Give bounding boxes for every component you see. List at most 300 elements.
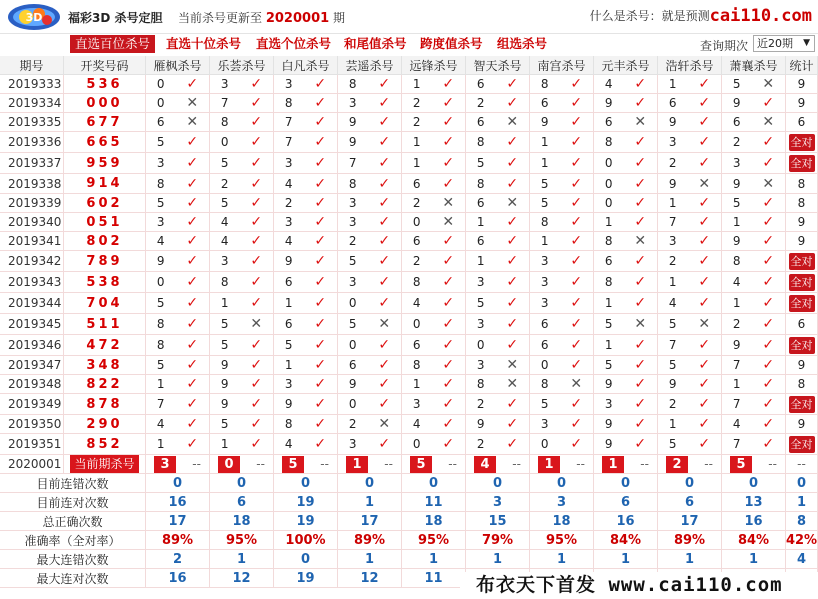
kill-cell xyxy=(594,213,658,232)
cross-icon: ✕ xyxy=(506,357,519,373)
kill-number: 9 xyxy=(540,115,549,129)
kill-cell xyxy=(274,394,338,415)
summary-value: 89% xyxy=(338,531,402,550)
kill-number: 5 xyxy=(156,296,165,310)
kill-cell xyxy=(722,394,786,415)
kill-cell xyxy=(466,251,530,272)
check-icon: ✓ xyxy=(570,134,583,150)
cross-icon: ✕ xyxy=(378,316,391,332)
stat-cell xyxy=(786,232,818,251)
kill-cell xyxy=(466,356,530,375)
kill-number: 9 xyxy=(732,234,741,248)
check-icon: ✓ xyxy=(186,337,199,353)
kill-cell xyxy=(274,356,338,375)
update-period: 2020001 xyxy=(265,11,330,26)
kill-cell xyxy=(658,314,722,335)
kill-cell xyxy=(530,356,594,375)
nav-tab-3[interactable]: 直选个位杀号 xyxy=(256,36,332,51)
check-icon: ✓ xyxy=(762,316,775,332)
kill-cell xyxy=(466,174,530,194)
kill-number: 0 xyxy=(156,96,165,110)
table-row xyxy=(0,153,818,174)
kill-number: 5 xyxy=(476,156,485,170)
kill-number: 8 xyxy=(156,317,165,331)
summary-value: 0 xyxy=(338,474,402,493)
check-icon: ✓ xyxy=(506,337,519,353)
table-row xyxy=(0,356,818,375)
summary-value: 12 xyxy=(210,569,274,588)
table-row xyxy=(0,213,818,232)
summary-row xyxy=(0,493,818,512)
kill-cell xyxy=(274,213,338,232)
kill-number: 2 xyxy=(412,96,421,110)
kill-number: 2 xyxy=(412,115,421,129)
correct-count: 9 xyxy=(797,358,806,372)
kill-cell xyxy=(722,153,786,174)
kill-cell xyxy=(338,153,402,174)
kill-cell xyxy=(402,394,466,415)
kill-number: 7 xyxy=(348,156,357,170)
table-row xyxy=(0,94,818,113)
all-correct-badge: 全对 xyxy=(790,437,813,451)
kill-cell xyxy=(594,132,658,153)
kill-number: 7 xyxy=(732,437,741,451)
current-kill-number: 4 xyxy=(474,456,496,473)
check-icon: ✓ xyxy=(762,416,775,432)
kill-number: 8 xyxy=(732,254,741,268)
kill-number: 4 xyxy=(732,275,741,289)
check-icon: ✓ xyxy=(250,376,263,392)
draw-number-cell: 000 xyxy=(64,94,146,113)
table-row xyxy=(0,293,818,314)
draw-number-cell: 914 xyxy=(64,174,146,194)
period-cell: 2019333 xyxy=(0,75,64,94)
check-icon: ✓ xyxy=(186,175,199,192)
kill-number: 6 xyxy=(476,115,485,129)
kill-number: 5 xyxy=(348,254,357,268)
logo xyxy=(6,2,62,32)
kill-cell xyxy=(530,375,594,394)
kill-cell xyxy=(402,174,466,194)
check-icon: ✓ xyxy=(698,155,711,171)
check-icon: ✓ xyxy=(634,214,647,230)
kill-cell xyxy=(658,293,722,314)
kill-cell xyxy=(402,94,466,113)
kill-number: 9 xyxy=(604,417,613,431)
check-icon: ✓ xyxy=(762,357,775,373)
check-icon: ✓ xyxy=(442,175,455,192)
kill-number: 8 xyxy=(220,115,229,129)
current-kill-cell xyxy=(274,455,338,474)
kill-number: 3 xyxy=(348,275,357,289)
kill-number: 7 xyxy=(284,135,293,149)
all-correct-badge: 全对 xyxy=(790,397,813,411)
site-link[interactable]: cai110.com xyxy=(709,6,812,26)
nav-tab-4[interactable]: 和尾值杀号 xyxy=(344,36,407,51)
kill-cell xyxy=(210,174,274,194)
table-row xyxy=(0,415,818,434)
summary-row xyxy=(0,531,818,550)
period-cell: 2019339 xyxy=(0,194,64,213)
summary-value: 0 xyxy=(146,474,210,493)
kill-cell xyxy=(658,213,722,232)
kill-number: 4 xyxy=(412,296,421,310)
check-icon: ✓ xyxy=(570,195,583,211)
check-icon: ✓ xyxy=(442,76,455,92)
summary-value: 95% xyxy=(530,531,594,550)
kill-cell xyxy=(530,132,594,153)
kill-cell xyxy=(210,314,274,335)
kill-number: 4 xyxy=(412,417,421,431)
check-icon: ✓ xyxy=(250,253,263,269)
stat-cell xyxy=(786,335,818,356)
kill-cell xyxy=(466,94,530,113)
dropdown-arrow-icon: ▼ xyxy=(803,38,810,48)
kill-number: 5 xyxy=(604,317,613,331)
kill-cell xyxy=(594,394,658,415)
stat-cell xyxy=(786,434,818,455)
kill-cell xyxy=(530,394,594,415)
kill-number: 1 xyxy=(540,135,549,149)
kill-number: 1 xyxy=(476,254,485,268)
draw-number-cell: 511 xyxy=(64,314,146,335)
kill-cell xyxy=(274,415,338,434)
check-icon: ✓ xyxy=(250,357,263,373)
correct-count: 8 xyxy=(797,377,806,391)
kill-number: 3 xyxy=(220,254,229,268)
kill-number: 0 xyxy=(604,176,613,191)
kill-cell xyxy=(274,75,338,94)
kill-cell xyxy=(210,113,274,132)
kill-cell xyxy=(594,194,658,213)
kill-number: 1 xyxy=(220,437,229,451)
kill-cell xyxy=(338,415,402,434)
draw-number-cell: 665 xyxy=(64,132,146,153)
kill-number: 3 xyxy=(284,215,293,229)
kill-cell xyxy=(146,434,210,455)
cross-icon: ✕ xyxy=(634,316,647,332)
kill-number: 1 xyxy=(540,234,549,248)
kill-number: 0 xyxy=(348,296,357,310)
kill-cell xyxy=(722,132,786,153)
kill-cell xyxy=(466,375,530,394)
check-icon: ✓ xyxy=(570,396,583,412)
nav-tab-6[interactable]: 组选杀号 xyxy=(497,36,548,51)
check-icon: ✓ xyxy=(442,357,455,373)
kill-cell xyxy=(466,272,530,293)
kill-number: 8 xyxy=(476,377,485,391)
cross-icon: ✕ xyxy=(186,95,199,111)
kill-cell xyxy=(146,375,210,394)
kill-cell xyxy=(594,434,658,455)
kill-cell xyxy=(722,251,786,272)
nav-tab-1[interactable]: 直选百位杀号 xyxy=(70,35,155,53)
kill-number: 8 xyxy=(604,234,613,248)
current-kill-number: 5 xyxy=(410,456,432,473)
kill-number: 2 xyxy=(668,156,677,170)
draw-number-cell: 822 xyxy=(64,375,146,394)
kill-number: 1 xyxy=(412,135,421,149)
table-row xyxy=(0,174,818,194)
kill-table xyxy=(0,56,818,599)
draw-number-cell: 789 xyxy=(64,251,146,272)
kill-number: 1 xyxy=(156,377,165,391)
kill-number: 1 xyxy=(284,358,293,372)
check-icon: ✓ xyxy=(570,253,583,269)
kill-cell xyxy=(146,75,210,94)
nav-tab-2[interactable]: 直选十位杀号 xyxy=(166,36,242,51)
kill-cell xyxy=(210,132,274,153)
kill-number: 2 xyxy=(668,397,677,411)
check-icon: ✓ xyxy=(378,195,391,211)
kill-cell xyxy=(658,94,722,113)
check-icon: ✓ xyxy=(634,436,647,452)
kill-number: 0 xyxy=(156,275,165,289)
kill-cell xyxy=(274,251,338,272)
kill-number: 9 xyxy=(476,417,485,431)
kill-cell xyxy=(402,375,466,394)
column-header: 萧襄杀号 xyxy=(722,56,786,75)
check-icon: ✓ xyxy=(634,134,647,150)
kill-number: 6 xyxy=(156,115,165,129)
kill-cell xyxy=(210,75,274,94)
kill-cell xyxy=(338,434,402,455)
draw-number-cell: 852 xyxy=(64,434,146,455)
check-icon: ✓ xyxy=(314,134,327,150)
period-cell: 2019344 xyxy=(0,293,64,314)
check-icon: ✓ xyxy=(762,253,775,269)
update-status: 当前杀号更新至 2020001 期 xyxy=(178,11,346,26)
column-header: 统计 xyxy=(786,56,818,75)
kill-number: 1 xyxy=(604,215,613,229)
kill-cell xyxy=(402,113,466,132)
kill-cell xyxy=(210,232,274,251)
table-row xyxy=(0,335,818,356)
kill-number: 5 xyxy=(668,437,677,451)
stat-cell xyxy=(786,113,818,132)
placeholder-dash: -- xyxy=(797,457,806,471)
kill-number: 3 xyxy=(284,377,293,391)
kill-number: 1 xyxy=(732,296,741,310)
table-row xyxy=(0,375,818,394)
check-icon: ✓ xyxy=(506,316,519,332)
kill-cell xyxy=(466,293,530,314)
kill-number: 3 xyxy=(476,275,485,289)
check-icon: ✓ xyxy=(378,274,391,290)
correct-count: 6 xyxy=(797,115,806,129)
check-icon: ✓ xyxy=(314,253,327,269)
kill-number: 9 xyxy=(348,115,357,129)
kill-number: 1 xyxy=(604,338,613,352)
watermark-text: 布衣天下首发 www.cai110.com xyxy=(460,572,818,599)
check-icon: ✓ xyxy=(570,337,583,353)
cross-icon: ✕ xyxy=(506,376,519,392)
check-icon: ✓ xyxy=(762,396,775,412)
check-icon: ✓ xyxy=(570,114,583,130)
placeholder-dash: -- xyxy=(192,457,201,471)
kill-number: 5 xyxy=(156,196,165,210)
check-icon: ✓ xyxy=(698,114,711,130)
kill-cell xyxy=(530,434,594,455)
kill-number: 1 xyxy=(540,156,549,170)
kill-number: 6 xyxy=(540,338,549,352)
cross-icon: ✕ xyxy=(762,175,775,192)
summary-value: 18 xyxy=(530,512,594,531)
kill-cell xyxy=(402,194,466,213)
kill-number: 5 xyxy=(540,176,549,191)
kill-cell xyxy=(594,94,658,113)
check-icon: ✓ xyxy=(506,253,519,269)
period-cell: 2019350 xyxy=(0,415,64,434)
period-select[interactable]: 近20期 ▼ xyxy=(753,35,815,52)
check-icon: ✓ xyxy=(634,396,647,412)
period-cell: 2019343 xyxy=(0,272,64,293)
check-icon: ✓ xyxy=(186,274,199,290)
check-icon: ✓ xyxy=(442,233,455,249)
kill-number: 2 xyxy=(476,437,485,451)
correct-count: 9 xyxy=(797,96,806,110)
check-icon: ✓ xyxy=(314,337,327,353)
check-icon: ✓ xyxy=(250,295,263,311)
kill-number: 1 xyxy=(732,377,741,391)
kill-cell xyxy=(146,335,210,356)
summary-value: 6 xyxy=(210,493,274,512)
kill-number: 3 xyxy=(668,234,677,248)
check-icon: ✓ xyxy=(698,76,711,92)
cross-icon: ✕ xyxy=(762,76,775,92)
column-header: 期号 xyxy=(0,56,64,75)
kill-number: 6 xyxy=(476,196,485,210)
check-icon: ✓ xyxy=(250,233,263,249)
column-header: 远锋杀号 xyxy=(402,56,466,75)
summary-value: 1 xyxy=(530,550,594,569)
kill-cell xyxy=(466,132,530,153)
stat-cell xyxy=(786,375,818,394)
check-icon: ✓ xyxy=(634,295,647,311)
kill-number: 2 xyxy=(220,176,229,191)
current-period-label: 当前期杀号 xyxy=(70,455,138,473)
kill-number: 3 xyxy=(540,254,549,268)
header-right-info: 什么是杀号：就是预测cai110.com xyxy=(589,6,812,26)
summary-row xyxy=(0,512,818,531)
kill-number: 6 xyxy=(412,176,421,191)
summary-label: 总正确次数 xyxy=(0,512,146,531)
check-icon: ✓ xyxy=(442,95,455,111)
table-row xyxy=(0,251,818,272)
draw-number-cell: 290 xyxy=(64,415,146,434)
kill-number: 0 xyxy=(540,358,549,372)
kill-number: 1 xyxy=(284,296,293,310)
current-kill-number: 5 xyxy=(282,456,304,473)
summary-value: 18 xyxy=(210,512,274,531)
kill-number: 0 xyxy=(412,215,421,229)
check-icon: ✓ xyxy=(698,295,711,311)
kill-number: 3 xyxy=(284,77,293,91)
current-period-row xyxy=(0,455,818,474)
table-row xyxy=(0,132,818,153)
nav-tab-5[interactable]: 跨度值杀号 xyxy=(420,36,483,51)
period-cell: 2019351 xyxy=(0,434,64,455)
kill-number: 2 xyxy=(284,196,293,210)
kill-cell xyxy=(402,213,466,232)
summary-value: 0 xyxy=(402,474,466,493)
summary-label: 目前连对次数 xyxy=(0,493,146,512)
kill-cell xyxy=(146,314,210,335)
kill-cell xyxy=(722,174,786,194)
summary-value: 1 xyxy=(658,550,722,569)
kill-number: 0 xyxy=(412,317,421,331)
check-icon: ✓ xyxy=(378,155,391,171)
kill-number: 1 xyxy=(668,77,677,91)
check-icon: ✓ xyxy=(314,376,327,392)
check-icon: ✓ xyxy=(634,337,647,353)
check-icon: ✓ xyxy=(762,274,775,290)
kill-number: 8 xyxy=(156,176,165,191)
kill-number: 5 xyxy=(348,317,357,331)
check-icon: ✓ xyxy=(314,436,327,452)
check-icon: ✓ xyxy=(378,114,391,130)
check-icon: ✓ xyxy=(250,337,263,353)
kill-cell xyxy=(722,94,786,113)
kill-number: 6 xyxy=(284,275,293,289)
table-row xyxy=(0,113,818,132)
kill-number: 9 xyxy=(220,397,229,411)
kill-number: 1 xyxy=(668,417,677,431)
kill-cell xyxy=(146,94,210,113)
period-cell: 2019348 xyxy=(0,375,64,394)
check-icon: ✓ xyxy=(314,195,327,211)
check-icon: ✓ xyxy=(186,253,199,269)
draw-number-cell: 348 xyxy=(64,356,146,375)
kill-cell xyxy=(402,153,466,174)
kill-number: 3 xyxy=(156,156,165,170)
summary-value: 42% xyxy=(786,531,818,550)
period-cell: 2019347 xyxy=(0,356,64,375)
correct-count: 6 xyxy=(797,317,806,331)
kill-cell xyxy=(210,335,274,356)
table-row xyxy=(0,314,818,335)
summary-value: 84% xyxy=(722,531,786,550)
kill-cell xyxy=(594,335,658,356)
kill-cell xyxy=(146,132,210,153)
kill-cell xyxy=(658,415,722,434)
check-icon: ✓ xyxy=(250,155,263,171)
period-cell: 2019338 xyxy=(0,174,64,194)
correct-count: 8 xyxy=(797,196,806,210)
cross-icon: ✕ xyxy=(442,214,455,230)
check-icon: ✓ xyxy=(506,396,519,412)
check-icon: ✓ xyxy=(634,175,647,192)
kill-number: 4 xyxy=(284,176,293,191)
summary-value: 0 xyxy=(658,474,722,493)
kill-number: 2 xyxy=(412,196,421,210)
placeholder-dash: -- xyxy=(384,457,393,471)
check-icon: ✓ xyxy=(314,316,327,332)
kill-number: 9 xyxy=(604,377,613,391)
check-icon: ✓ xyxy=(698,253,711,269)
kill-number: 9 xyxy=(668,115,677,129)
current-kill-number: 2 xyxy=(666,456,688,473)
kill-cell xyxy=(658,153,722,174)
stat-cell xyxy=(786,314,818,335)
kill-cell xyxy=(274,293,338,314)
kill-number: 4 xyxy=(668,296,677,310)
column-header: 元丰杀号 xyxy=(594,56,658,75)
kill-cell xyxy=(274,375,338,394)
kill-number: 3 xyxy=(284,156,293,170)
kill-number: 0 xyxy=(476,338,485,352)
kill-number: 7 xyxy=(668,338,677,352)
